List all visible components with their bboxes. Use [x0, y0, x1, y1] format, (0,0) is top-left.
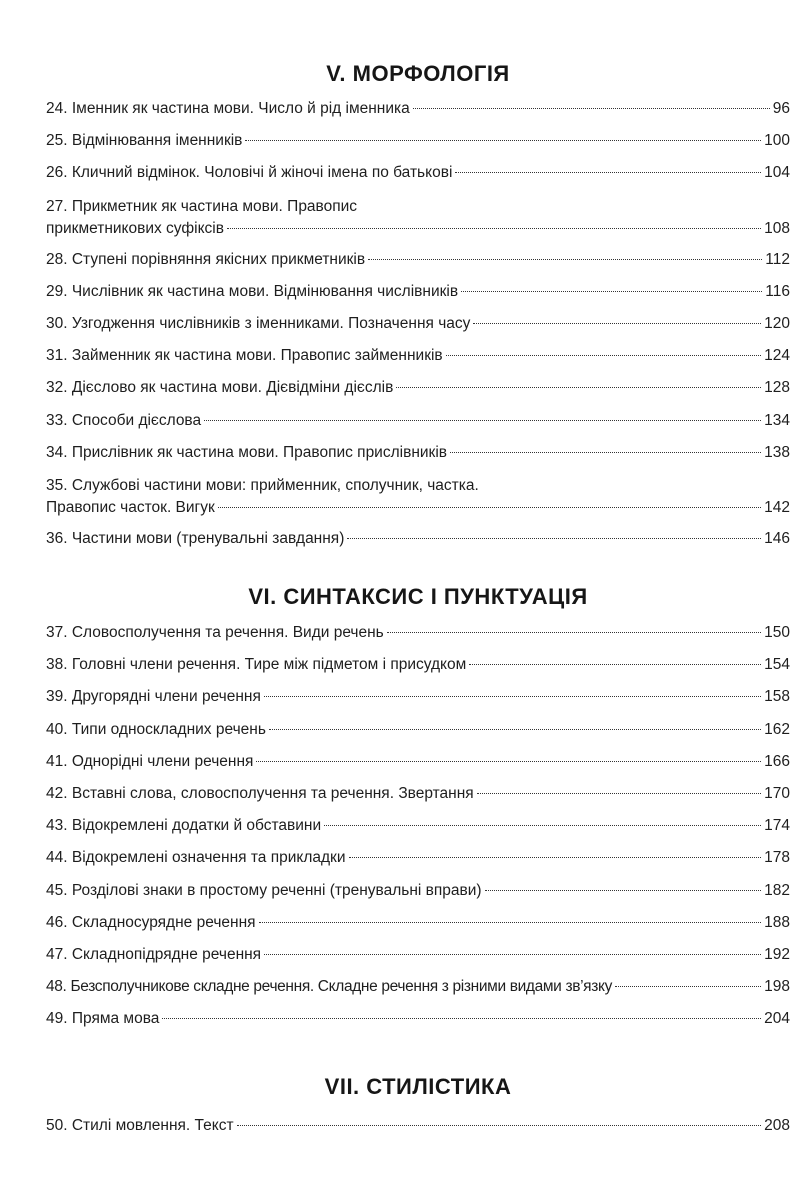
toc-entry-24[interactable] [46, 93, 790, 125]
dot-leader [264, 954, 761, 955]
toc-list-morphology [46, 93, 790, 555]
toc-entry-title: 43. Відокремлені додатки й обставини [46, 817, 322, 835]
toc-page-number: 112 [765, 250, 790, 268]
dot-leader [245, 140, 761, 141]
toc-entry-48[interactable] [46, 971, 790, 1003]
dot-leader [473, 323, 761, 324]
toc-page-number: 208 [764, 1116, 790, 1134]
toc-entry-42[interactable] [46, 778, 790, 810]
dot-leader [485, 890, 762, 891]
toc-page-number: 154 [764, 656, 790, 674]
toc-entry-44[interactable] [46, 842, 790, 874]
toc-entry-title: 28. Ступені порівняння якісних прикметників [46, 250, 366, 268]
toc-page-number: 124 [764, 347, 790, 365]
toc-entry-title: 30. Узгодження числівників з іменниками. Позначення часу [46, 314, 471, 332]
section-heading-syntax: VI. СИНТАКСИС І ПУНКТУАЦІЯ [248, 584, 588, 610]
dot-leader [347, 538, 761, 539]
toc-entry-40[interactable] [46, 714, 790, 746]
toc-entry-41[interactable] [46, 746, 790, 778]
toc-page-number: 138 [764, 443, 790, 461]
dot-leader [615, 986, 761, 987]
dot-leader [396, 387, 761, 388]
toc-entry-title: 46. Складносурядне речення [46, 913, 256, 931]
section-heading-stylistics: VII. СТИЛІСТИКА [324, 1073, 512, 1099]
toc-entry-title: 40. Типи односкладних речень [46, 720, 266, 738]
toc-entry-49[interactable] [46, 1003, 790, 1035]
toc-entry-46[interactable] [46, 907, 790, 939]
dot-leader [368, 259, 762, 260]
toc-entry-title: 50. Стилі мовлення. Текст [46, 1116, 234, 1134]
toc-entry-title: 36. Частини мови (тренувальні завдання) [46, 529, 345, 547]
toc-entry-title: 41. Однорідні члени речення [46, 752, 254, 770]
toc-entry-title: 47. Складнопідрядне речення [46, 945, 262, 963]
toc-entry-title: 25. Відмінювання іменників [46, 132, 243, 150]
toc-entry-title: 24. Іменник як частина мови. Число й рід іменника [46, 100, 410, 117]
table-of-contents [46, 55, 790, 1142]
toc-page-number: 96 [772, 100, 790, 117]
toc-entry-31[interactable] [46, 340, 790, 372]
section-heading-morphology: V. МОРФОЛОГІЯ [326, 61, 510, 86]
toc-page-number: 128 [764, 379, 790, 397]
toc-page-number: 104 [764, 164, 790, 182]
dot-leader [469, 664, 761, 665]
toc-entry-30[interactable] [46, 308, 790, 340]
toc-list-syntax [46, 617, 790, 1035]
toc-page-number: 116 [765, 282, 790, 300]
toc-page-number: 134 [764, 411, 790, 429]
dot-leader [269, 729, 761, 730]
dot-leader [455, 172, 761, 173]
toc-list-stylistics [46, 1110, 790, 1142]
toc-entry-34[interactable] [46, 437, 790, 469]
dot-leader [413, 108, 770, 109]
toc-entry-title: 38. Головні члени речення. Тире між підметом і присудком [46, 656, 467, 674]
toc-entry-title: 42. Вставні слова, словосполучення та речення. Звертання [46, 785, 474, 802]
toc-entry-27[interactable] [46, 196, 790, 240]
toc-entry-32[interactable] [46, 372, 790, 404]
toc-page-number: 178 [764, 849, 790, 867]
toc-page-number: 142 [764, 498, 790, 516]
dot-leader [349, 857, 762, 858]
dot-leader [259, 922, 762, 923]
toc-page-number: 150 [764, 624, 790, 642]
toc-entry-43[interactable] [46, 810, 790, 842]
toc-page-number: 166 [764, 752, 790, 770]
toc-entry-title: 29. Числівник як частина мови. Відмінювання числівників [46, 282, 459, 300]
toc-entry-50[interactable] [46, 1110, 790, 1142]
toc-entry-title: 33. Способи дієслова [46, 411, 202, 429]
toc-page-number: 204 [764, 1010, 790, 1028]
toc-page-number: 120 [764, 314, 790, 332]
dot-leader [237, 1125, 762, 1126]
toc-entry-26[interactable] [46, 157, 790, 189]
toc-entry-title: 31. Займенник як частина мови. Правопис займенників [46, 347, 443, 365]
toc-page-number: 192 [764, 945, 790, 963]
toc-entry-title: 48. Безсполучникове складне речення. Складне речення з різними видами зв’язку [46, 978, 612, 996]
dot-leader [387, 632, 761, 633]
toc-page-number: 100 [764, 132, 790, 150]
dot-leader [204, 420, 761, 421]
toc-entry-title: 45. Розділові знаки в простому реченні (тренувальні вправи) [46, 881, 482, 899]
dot-leader [461, 291, 762, 292]
toc-entry-28[interactable] [46, 244, 790, 276]
dot-leader [218, 507, 761, 508]
toc-entry-title: 37. Словосполучення та речення. Види речень [46, 624, 384, 642]
dot-leader [324, 825, 761, 826]
toc-entry-45[interactable] [46, 875, 790, 907]
dot-leader [162, 1018, 761, 1019]
toc-entry-title: Правопис часток. Вигук [46, 498, 215, 516]
toc-entry-title: 44. Відокремлені означення та прикладки [46, 849, 346, 867]
toc-entry-title: 34. Прислівник як частина мови. Правопис прислівників [46, 443, 447, 461]
toc-page-number: 188 [764, 913, 790, 931]
toc-entry-title: 39. Другорядні члени речення [46, 688, 261, 706]
toc-entry-33[interactable] [46, 405, 790, 437]
toc-page-number: 174 [764, 817, 790, 835]
toc-page-number: 146 [764, 529, 790, 547]
toc-entry-title-line1: 35. Службові частини мови: прийменник, сполучник, частка. [46, 476, 479, 494]
toc-entry-title: 32. Дієслово як частина мови. Дієвідміни дієслів [46, 379, 394, 397]
toc-page-number: 162 [764, 720, 790, 738]
toc-page-number: 108 [764, 219, 790, 237]
toc-page-number: 198 [764, 978, 790, 996]
toc-entry-29[interactable] [46, 276, 790, 308]
toc-entry-title: 26. Кличний відмінок. Чоловічі й жіночі імена по батькові [46, 164, 453, 182]
toc-entry-37[interactable] [46, 617, 790, 649]
toc-page-number: 170 [764, 785, 790, 802]
dot-leader [446, 355, 761, 356]
toc-entry-35[interactable] [46, 475, 790, 519]
toc-entry-38[interactable] [46, 649, 790, 681]
toc-entry-title: прикметникових суфіксів [46, 219, 224, 237]
dot-leader [227, 228, 761, 229]
dot-leader [264, 696, 761, 697]
dot-leader [256, 761, 761, 762]
toc-entry-title: 49. Пряма мова [46, 1010, 160, 1028]
toc-entry-25[interactable] [46, 125, 790, 157]
toc-entry-39[interactable] [46, 681, 790, 713]
dot-leader [450, 452, 761, 453]
toc-entry-47[interactable] [46, 939, 790, 971]
toc-entry-36[interactable] [46, 523, 790, 555]
dot-leader [477, 793, 761, 794]
toc-page-number: 158 [764, 688, 790, 706]
toc-entry-title-line1: 27. Прикметник як частина мови. Правопис [46, 197, 358, 215]
toc-page-number: 182 [764, 881, 790, 899]
